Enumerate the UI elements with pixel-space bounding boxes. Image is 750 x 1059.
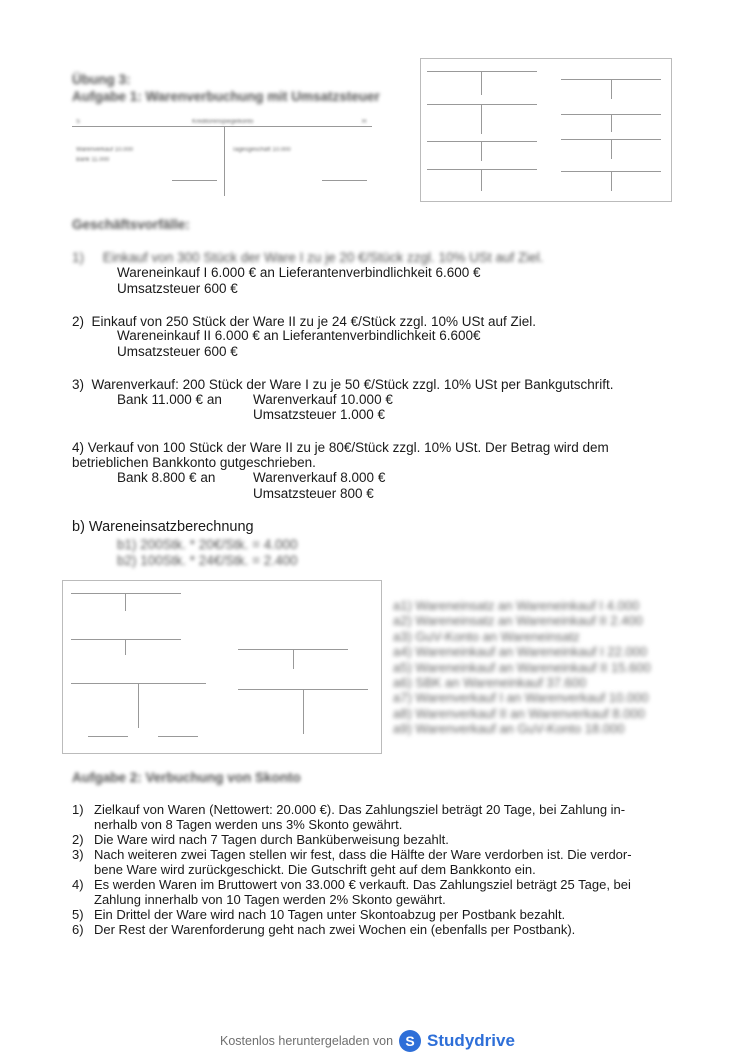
entry-3-debit: Bank 11.000 € an: [117, 392, 222, 407]
booking-a6: a6) SBK an Wareneinkauf 37.600: [393, 675, 587, 691]
footer-text: Kostenlos heruntergeladen von: [220, 1034, 394, 1048]
entry-4-credit-1: Warenverkauf 8.000 €: [253, 470, 386, 485]
entry-4-credit-2: Umsatzsteuer 800 €: [253, 486, 374, 501]
calc-b2: b2) 100Stk. * 24€/Stk. = 2.400: [117, 553, 298, 568]
calc-b1: b1) 200Stk. * 20€/Stk. = 4.000: [117, 537, 298, 552]
list-item: 6) Der Rest der Warenforderung geht nach zwei Wochen ein (ebenfalls per Postbank).: [72, 922, 576, 937]
task2-title: Aufgabe 2: Verbuchung von Skonto: [72, 770, 301, 785]
list-item: 1) Zielkauf von Waren (Nettowert: 20.000 €). Das Zahlungsziel beträgt 20 Tage, bei Zahlung in- nerhalb von 8 Tagen werden uns 3% Skonto gewährt.: [72, 802, 626, 832]
entry-2-text: 2) Einkauf von 250 Stück der Ware II zu je 24 €/Stück zzgl. 10% USt auf Ziel.: [72, 314, 536, 329]
booking-a8: a8) Warenverkauf II an Warenverkauf 8.000: [393, 705, 645, 721]
t-account-table: S Kreditorenspiegelkonto H Warenverkauf 10.000 Bank 11.000 Tagesgeschäft 10.000: [72, 118, 372, 198]
footer: [220, 1030, 515, 1052]
entry-4-text-line-2: betrieblichen Bankkonto gutgeschrieben.: [72, 455, 316, 470]
section-b-title: b) Wareneinsatzberechnung: [72, 519, 254, 535]
task2-list: [72, 802, 672, 937]
entry-1-line-2: Umsatzsteuer 600 €: [117, 281, 238, 296]
entry-4-text-line-1: 4) Verkauf von 100 Stück der Ware II zu je 80€/Stück zzgl. 10% USt. Der Betrag wird dem: [72, 440, 609, 455]
booking-a9: a9) Warenverkauf an GuV-Konto 18.000: [393, 721, 625, 737]
booking-a7: a7) Warenverkauf I an Warenverkauf 10.000: [393, 690, 649, 706]
entry-3-credit-2: Umsatzsteuer 1.000 €: [253, 407, 386, 422]
booking-a3: a3) GuV-Konto an Wareneinsatz: [393, 628, 580, 644]
business-cases-label: Geschäftsvorfälle:: [72, 217, 190, 232]
booking-a1: a1) Wareneinsatz an Wareneinkauf I 4.000: [393, 598, 640, 613]
list-item: 5) Ein Drittel der Ware wird nach 10 Tagen unter Skontoabzug per Postbank bezahlt.: [72, 907, 566, 922]
exercise-title: Übung 3:: [72, 72, 131, 87]
entry-3-text: 3) Warenverkauf: 200 Stück der Ware I zu je 50 €/Stück zzgl. 10% USt per Bankgutschrift.: [72, 377, 614, 392]
entry-4-debit: Bank 8.800 € an: [117, 470, 216, 485]
list-item: 4) Es werden Waren im Bruttowert von 33.000 € verkauft. Das Zahlungsziel beträgt 25 Tage, bei Zahlung innerhalb von 10 Tagen werden 2% Skonto gewährt.: [72, 877, 631, 907]
studydrive-logo-icon[interactable]: S: [399, 1030, 421, 1052]
studydrive-brand-link[interactable]: Studydrive: [427, 1031, 515, 1050]
t-account-cluster-bottom: [62, 580, 382, 754]
entry-3-credit-1: Warenverkauf 10.000 €: [253, 392, 393, 407]
entry-1-text: 1) Einkauf von 300 Stück der Ware I zu je 20 €/Stück zzgl. 10% USt auf Ziel.: [72, 250, 544, 265]
entry-2-line-1: Wareneinkauf II 6.000 € an Lieferantenverbindlichkeit 6.600€: [117, 328, 481, 343]
booking-a4: a4) Wareneinkauf an Wareneinkauf I 22.000: [393, 644, 648, 660]
booking-a2: a2) Wareneinsatz an Wareneinkauf II 2.400: [393, 613, 643, 629]
entry-1-line-1: Wareneinkauf I 6.000 € an Lieferantenverbindlichkeit 6.600 €: [117, 265, 481, 280]
booking-a5: a5) Wareneinkauf an Wareneinkauf II 15.600: [393, 659, 651, 675]
task1-title: Aufgabe 1: Warenverbuchung mit Umsatzsteuer: [72, 89, 380, 104]
list-item: 3) Nach weiteren zwei Tagen stellen wir fest, dass die Hälfte der Ware verdorben ist. Die verdor- bene Ware wird zurückgeschickt. Die Gutschrift geht auf dem Bankkonto ein.: [72, 847, 632, 877]
t-account-cluster-top: [420, 58, 672, 202]
entry-2-line-2: Umsatzsteuer 600 €: [117, 344, 238, 359]
list-item: 2) Die Ware wird nach 7 Tagen durch Banküberweisung bezahlt.: [72, 832, 449, 847]
booking-list: [393, 598, 713, 737]
